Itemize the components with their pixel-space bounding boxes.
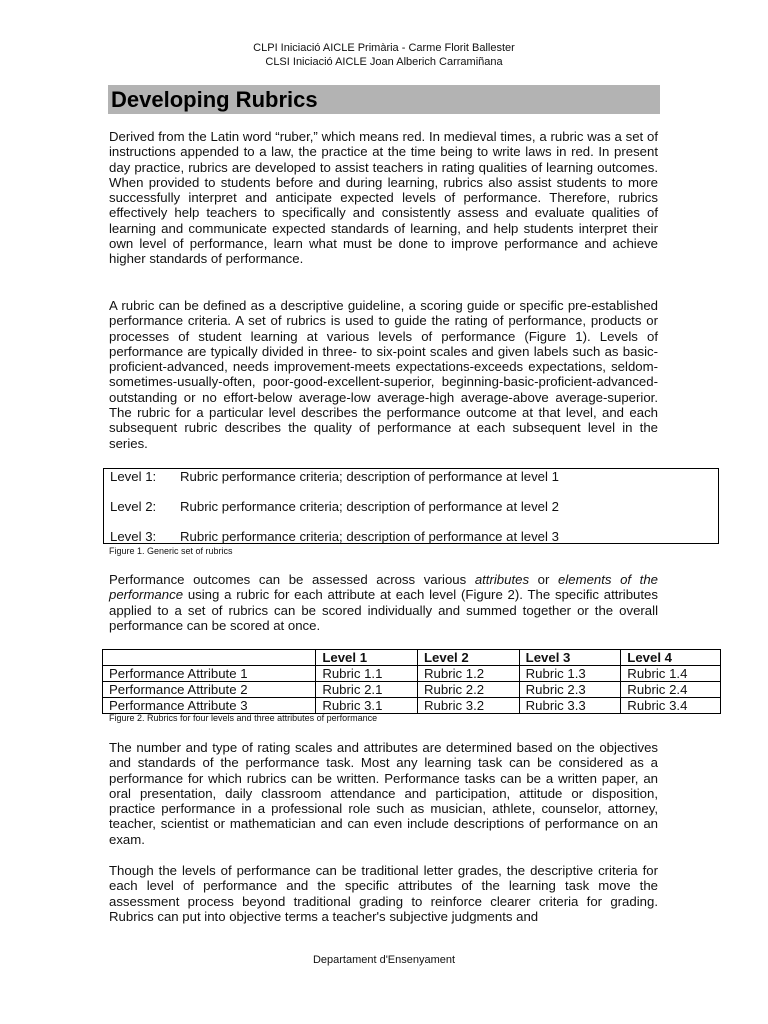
- rubric-cell: Rubric 1.4: [621, 666, 721, 682]
- figure-2-table: [102, 649, 721, 714]
- rubric-cell: Rubric 2.4: [621, 682, 721, 698]
- header-cell: Level 2: [417, 650, 519, 666]
- rubric-cell: Rubric 1.1: [316, 666, 418, 682]
- level-description: Rubric performance criteria; description of performance at level 3: [180, 529, 559, 544]
- header-cell: Level 3: [519, 650, 621, 666]
- rubric-cell: Rubric 1.2: [417, 666, 519, 682]
- table-row: [103, 682, 721, 698]
- level-label: Level 1:: [110, 469, 157, 484]
- header-cell: [103, 650, 316, 666]
- figure-1-row: [110, 529, 559, 545]
- paragraph-3-text: Performance outcomes can be assessed across various: [109, 572, 475, 587]
- table-header-row: [103, 650, 721, 666]
- header-cell: Level 4: [621, 650, 721, 666]
- paragraph-3-text: or: [529, 572, 558, 587]
- header-line-2: CLSI Iniciació AICLE Joan Alberich Carramiñana: [265, 56, 503, 68]
- paragraph-4: The number and type of rating scales and attributes are determined based on the objectives and standards of the performance task. Most any learning task can be considered as a performance for which rubrics can be written. Performance tasks can be a written paper, an oral presentation, daily classroom attendance and participation, attitude or disposition, practice performance in a professional role such as musician, athlete, counselor, attorney, teacher, scientist or mathematician and can even include descriptions of performance on an exam.: [109, 740, 658, 847]
- figure-1-caption: Figure 1. Generic set of rubrics: [109, 546, 233, 556]
- level-label: Level 3:: [110, 529, 157, 544]
- figure-1-box: [103, 468, 719, 544]
- attribute-cell: Performance Attribute 3: [103, 698, 316, 714]
- level-description: Rubric performance criteria; description of performance at level 2: [180, 499, 559, 514]
- rubric-cell: Rubric 1.3: [519, 666, 621, 682]
- paragraph-3-emphasis: elements of the performance: [109, 572, 659, 603]
- rubric-cell: Rubric 2.1: [316, 682, 418, 698]
- figure-1-row: [110, 499, 559, 515]
- page-footer: Departament d'Ensenyament: [312, 954, 456, 966]
- header-line-1: CLPI Iniciació AICLE Primària - Carme Florit Ballester: [253, 42, 515, 54]
- figure-1-row: [110, 469, 559, 485]
- title-bar: [108, 85, 660, 114]
- rubric-cell: Rubric 2.2: [417, 682, 519, 698]
- table-row: [103, 698, 721, 714]
- paragraph-5: Though the levels of performance can be traditional letter grades, the descriptive criteria for each level of performance and the specific attributes of the learning task move the assessment process beyond traditional grading to reinforce clearer criteria for grading. Rubrics can put into objective terms a teacher's subjective judgments and: [109, 863, 658, 924]
- rubric-cell: Rubric 2.3: [519, 682, 621, 698]
- rubric-cell: Rubric 3.1: [316, 698, 418, 714]
- rubric-cell: Rubric 3.3: [519, 698, 621, 714]
- paragraph-1: Derived from the Latin word “ruber,” which means red. In medieval times, a rubric was a set of instructions appended to a law, the practice at the time being to write laws in red. In present day practice, rubrics are developed to assist teachers in rating qualities of learning outcomes. When provided to students before and during learning, rubrics also assist students to more successfully interpret and anticipate expected levels of performance. Therefore, rubrics effectively help teachers to specifically and consistently assess and evaluate qualities of learning and communicate expected standards of learning, and help students interpret their own level of performance, learn what must be done to improve performance and achieve higher standards of performance.: [109, 129, 658, 267]
- paragraph-3-emphasis: attributes: [474, 572, 530, 587]
- paragraph-3-text: using a rubric for each attribute at each level (Figure 2). The specific attributes applied to a set of rubrics can be scored individually and summed together or the overall performance can be scored at once.: [109, 587, 658, 633]
- paragraph-2: A rubric can be defined as a descriptive guideline, a scoring guide or specific pre-established performance criteria. A set of rubrics is used to guide the rating of performance, products or processes of student learning at various levels of performance (Figure 1). Levels of performance are typically divided in three- to six-point scales and given labels such as basic-proficient-advanced, needs improvement-meets expectations-exceeds expectations, seldom-sometimes-usually-often, poor-good-excellent-superior, beginning-basic-proficient-advanced-outstanding or no effort-below average-low average-high average-above average-superior. The rubric for a particular level describes the performance outcome at that level, and each subsequent rubric describes the quality of performance at each subsequent level in the series.: [109, 298, 658, 451]
- paragraph-3: [109, 572, 658, 633]
- attribute-cell: Performance Attribute 2: [103, 682, 316, 698]
- level-description: Rubric performance criteria; description of performance at level 1: [180, 469, 559, 484]
- table-row: [103, 666, 721, 682]
- attribute-cell: Performance Attribute 1: [103, 666, 316, 682]
- rubric-cell: Rubric 3.2: [417, 698, 519, 714]
- page-title: Developing Rubrics: [111, 87, 318, 112]
- header-cell: Level 1: [316, 650, 418, 666]
- level-label: Level 2:: [110, 499, 157, 514]
- rubric-cell: Rubric 3.4: [621, 698, 721, 714]
- figure-2-caption: Figure 2. Rubrics for four levels and three attributes of performance: [109, 713, 378, 723]
